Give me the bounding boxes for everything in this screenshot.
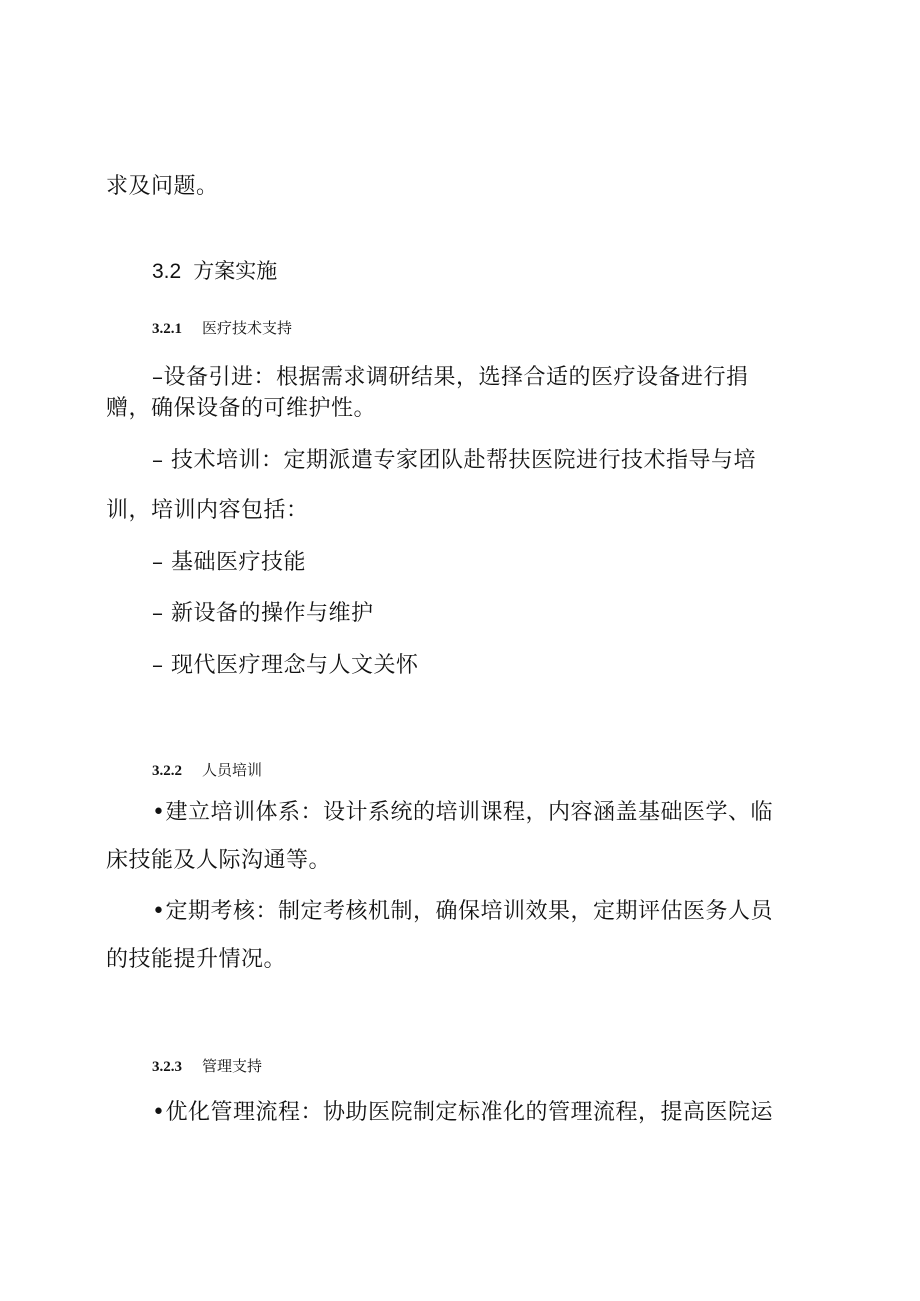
section-title: 方案实施 <box>193 259 278 283</box>
subsection-number: 3.2.2 <box>152 763 182 779</box>
paragraph-line: •建立培训体系：设计系统的培训课程，内容涵盖基础医学、临 <box>152 800 773 825</box>
subsection-number: 3.2.3 <box>152 1059 182 1075</box>
paragraph-line: 求及问题。 <box>106 174 219 199</box>
paragraph-line: •定期考核：制定考核机制，确保培训效果，定期评估医务人员 <box>152 899 773 924</box>
subsection-title: 管理支持 <box>202 1057 263 1075</box>
subsection-heading-3-2-3 <box>152 1055 262 1078</box>
subsection-title: 医疗技术支持 <box>202 319 293 337</box>
section-heading-3-2 <box>152 256 277 287</box>
paragraph-line: –设备引进：根据需求调研结果，选择合适的医疗设备进行捐 <box>152 365 749 390</box>
subsection-heading-3-2-1 <box>152 317 292 340</box>
paragraph-line: •优化管理流程：协助医院制定标准化的管理流程，提高医院运 <box>152 1100 773 1125</box>
paragraph-line: 赠，确保设备的可维护性。 <box>106 396 377 421</box>
subsection-title: 人员培训 <box>202 761 263 779</box>
list-item: – 新设备的操作与维护 <box>152 601 374 626</box>
paragraph-line: 训，培训内容包括： <box>106 498 309 523</box>
paragraph-line: 的技能提升情况。 <box>106 947 287 972</box>
section-number: 3.2 <box>152 260 182 283</box>
subsection-number: 3.2.1 <box>152 321 182 337</box>
paragraph-line: 床技能及人际沟通等。 <box>106 848 332 873</box>
list-item: – 现代医疗理念与人文关怀 <box>152 653 419 678</box>
list-item: – 基础医疗技能 <box>152 550 306 575</box>
paragraph-line: – 技术培训：定期派遣专家团队赴帮扶医院进行技术指导与培 <box>152 448 756 473</box>
subsection-heading-3-2-2 <box>152 759 262 782</box>
